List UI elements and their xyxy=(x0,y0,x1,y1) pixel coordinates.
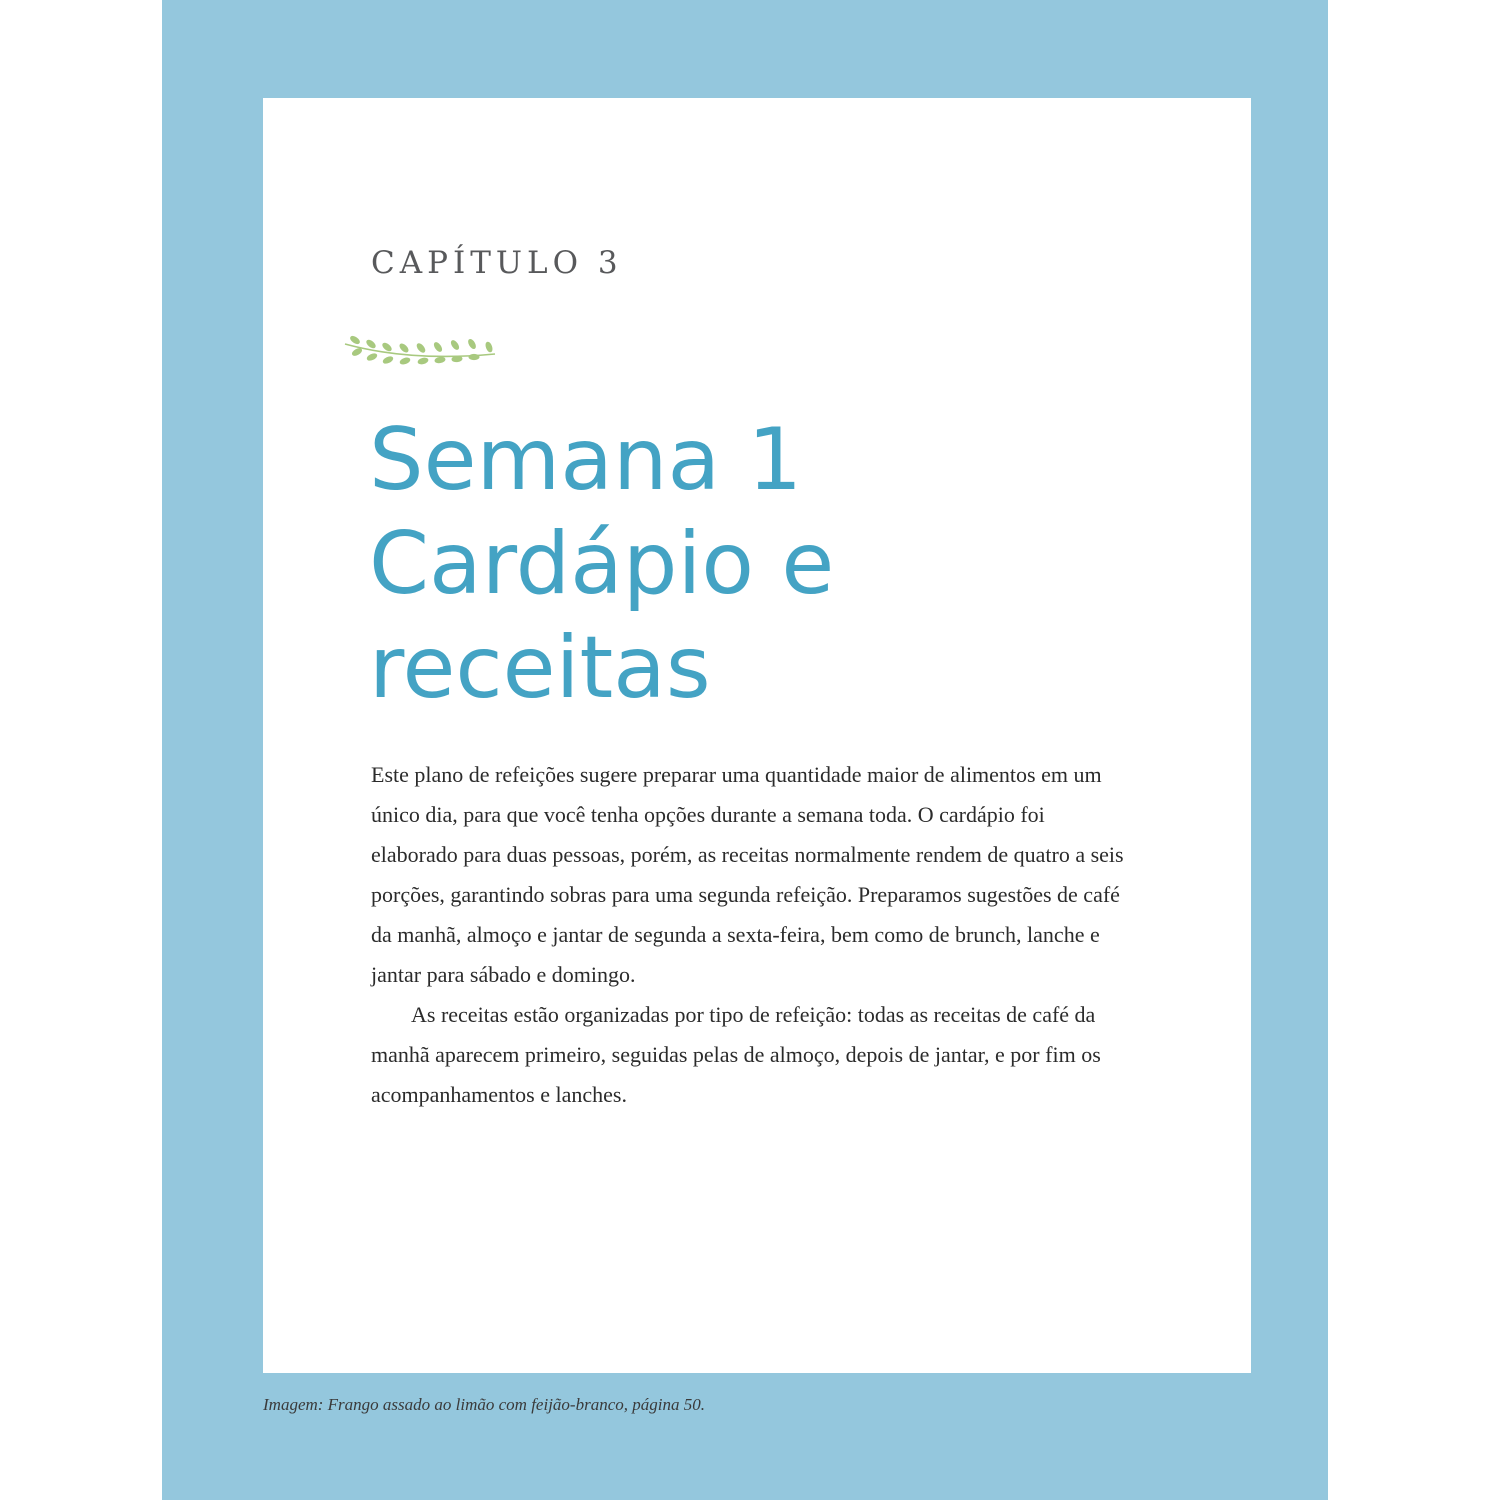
page-background xyxy=(162,0,1328,1500)
chapter-title-line: Cardápio e xyxy=(369,514,835,614)
content-panel xyxy=(263,98,1251,1373)
chapter-title xyxy=(369,408,834,720)
leaf-sprig-icon xyxy=(341,334,497,368)
body-text xyxy=(371,755,1131,1115)
chapter-title-line: receitas xyxy=(369,618,711,718)
body-paragraph: Este plano de refeições sugere preparar uma quantidade maior de alimentos em um único dia, para que você tenha opções durante a semana toda. O cardápio foi elaborado para duas pessoas, porém, as receitas normalmente rendem de quatro a seis porções, garantindo sobras para uma segunda refeição. Preparamos sugestões de café da manhã, almoço e jantar de segunda a sexta-feira, bem como de brunch, lanche e jantar para sábado e domingo. xyxy=(371,762,1124,987)
chapter-title-line: Semana 1 xyxy=(369,410,803,510)
chapter-label: CAPÍTULO 3 xyxy=(371,245,623,281)
body-paragraph: As receitas estão organizadas por tipo de refeição: todas as receitas de café da manhã aparecem primeiro, seguidas pelas de almoço, depois de jantar, e por fim os acompanhamentos e lanches. xyxy=(371,1002,1101,1107)
image-caption: Imagem: Frango assado ao limão com feijão-branco, página 50. xyxy=(263,1395,705,1414)
